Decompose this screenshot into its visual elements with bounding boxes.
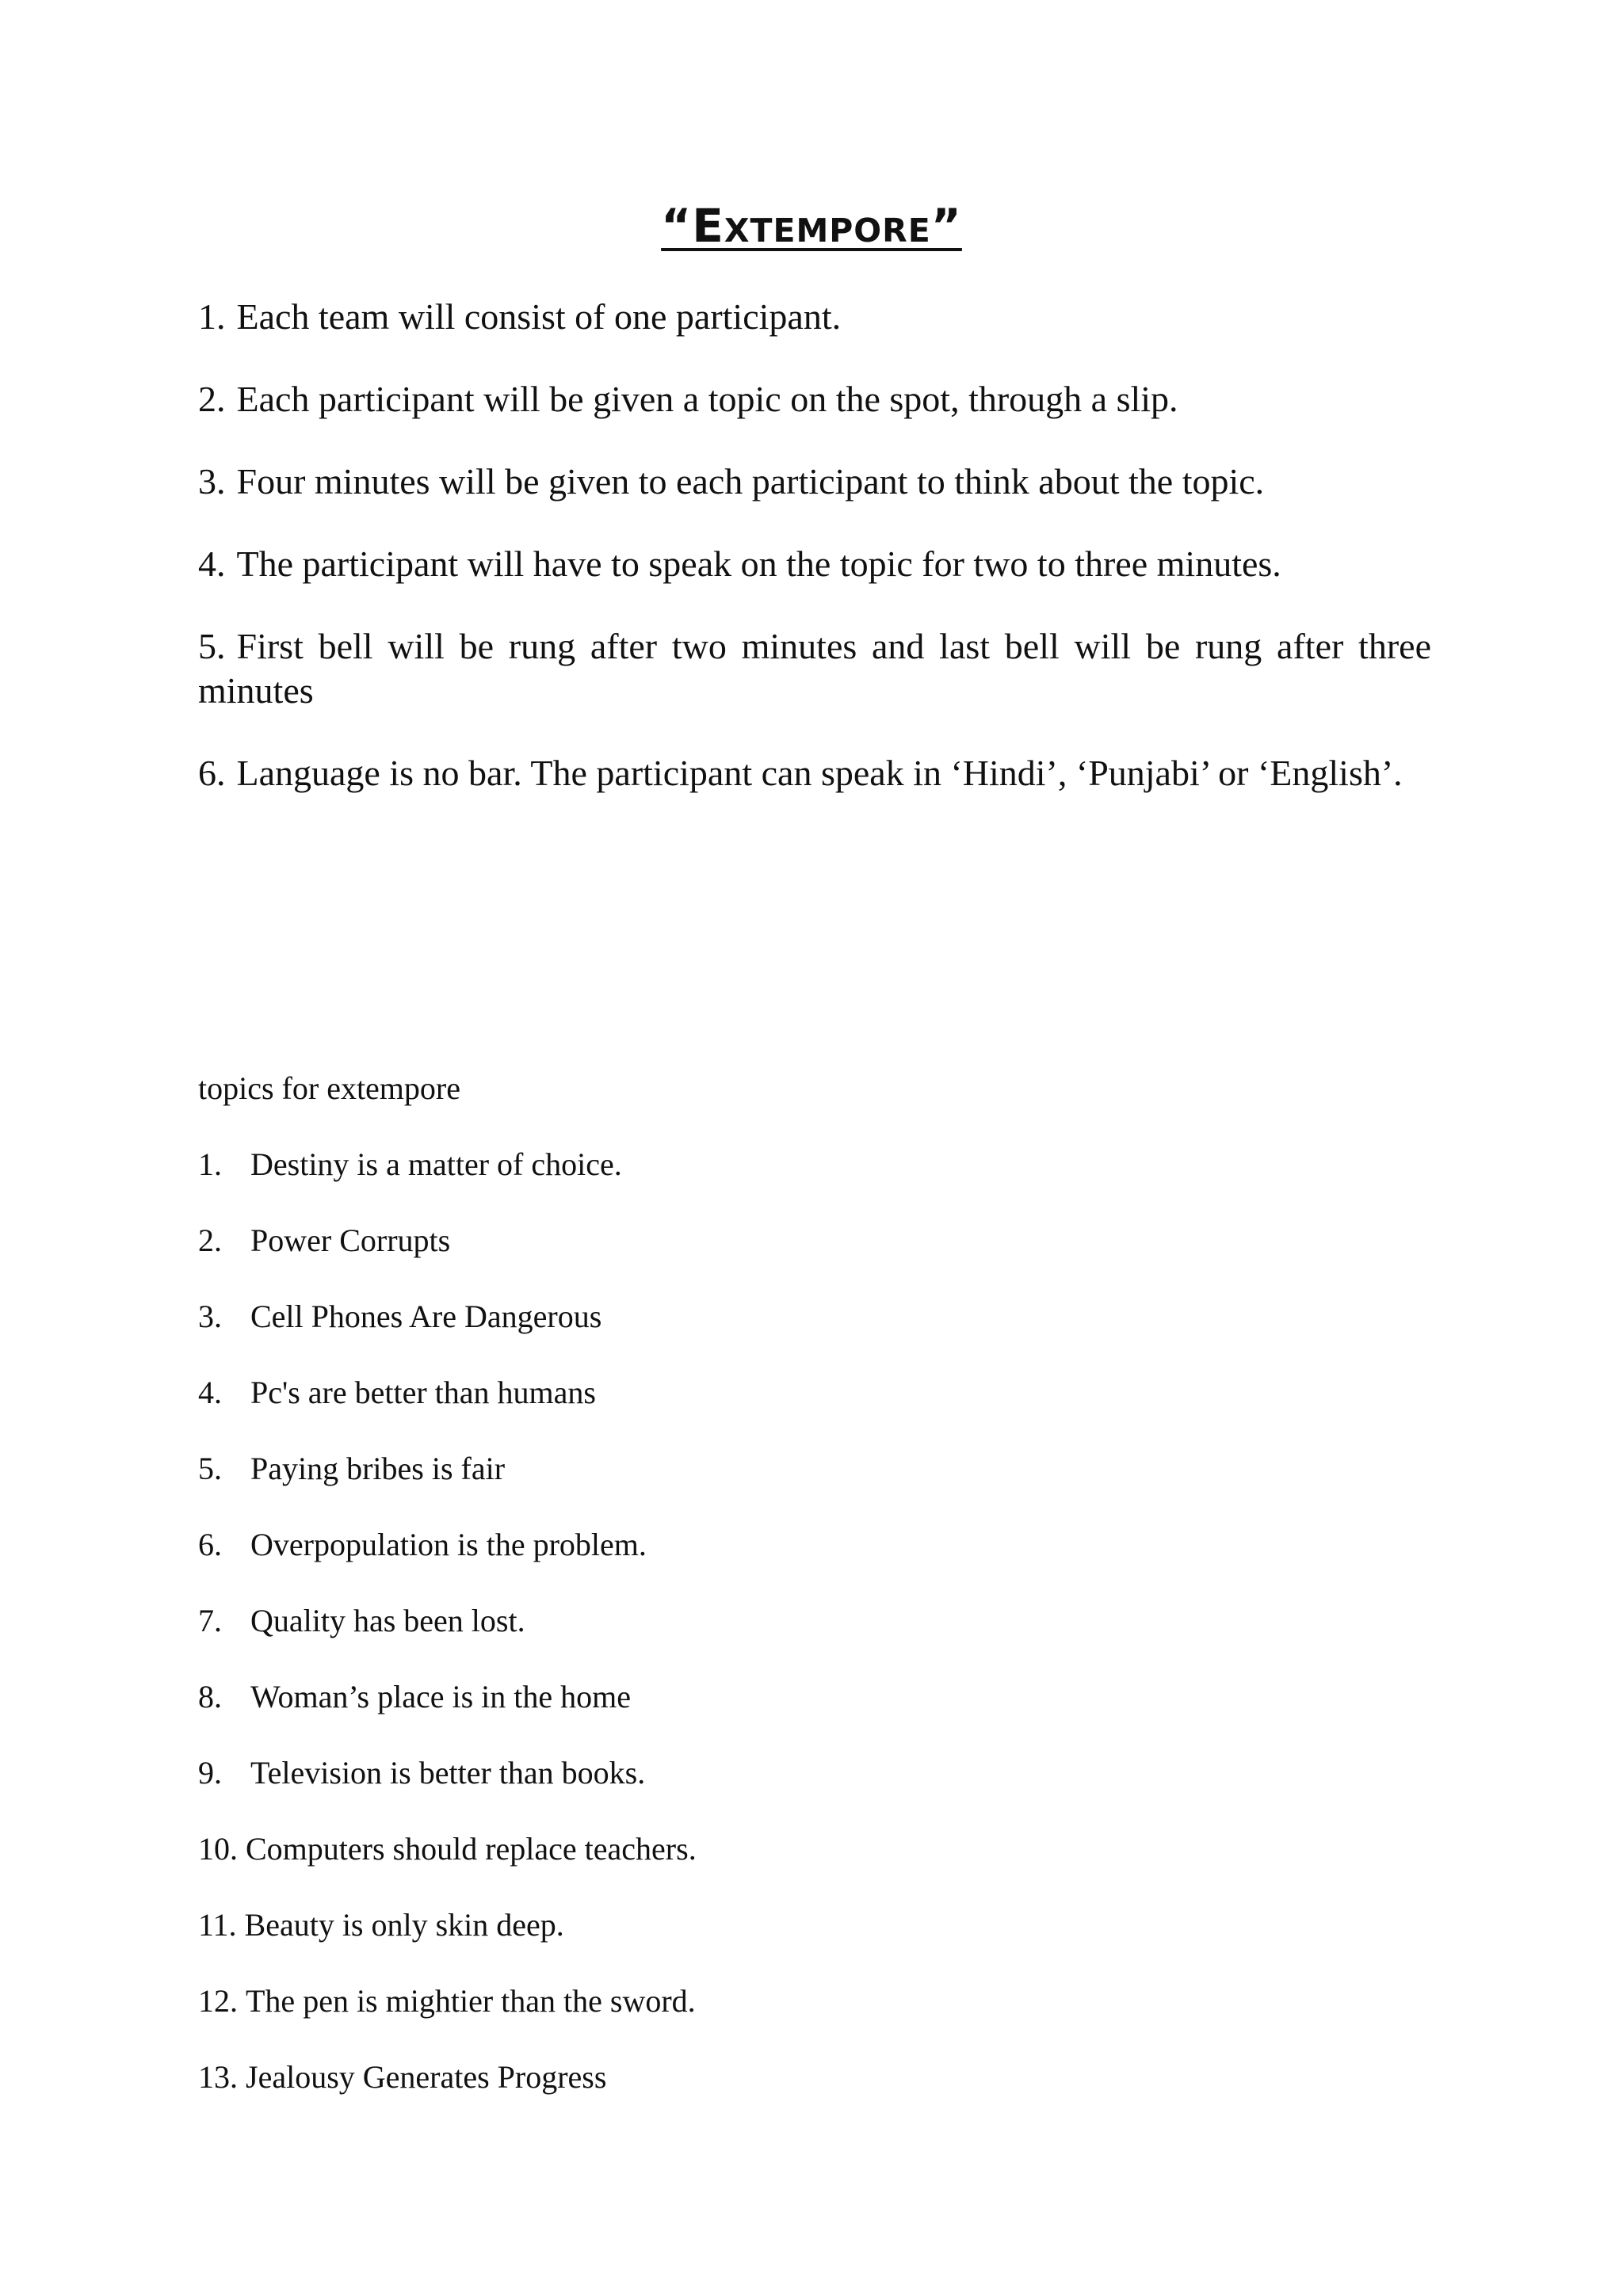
topic-item: [198, 1374, 697, 1412]
topic-item: [198, 1602, 697, 1640]
rule-number: 4.: [198, 543, 226, 584]
topic-number: 6.: [198, 1527, 222, 1562]
topic-item: [198, 1298, 697, 1336]
topics-heading: topics for extempore: [198, 1070, 460, 1106]
topic-number: 12.: [198, 1983, 238, 2019]
rule-item: [198, 377, 1431, 421]
topic-item: [198, 1222, 697, 1260]
rule-item: [198, 460, 1431, 504]
topic-text: Woman’s place is in the home: [250, 1679, 631, 1714]
topic-number: 3.: [198, 1299, 222, 1334]
topic-number: 7.: [198, 1603, 222, 1638]
topic-number: 10.: [198, 1831, 238, 1867]
rule-number: 2.: [198, 379, 226, 419]
topic-item: [198, 1982, 697, 2020]
rule-item: [198, 624, 1431, 713]
topic-item: [198, 1450, 697, 1488]
topic-text: Quality has been lost.: [250, 1603, 525, 1638]
topic-number: 4.: [198, 1375, 222, 1410]
topic-item: [198, 1526, 697, 1564]
topic-item: [198, 1830, 697, 1868]
rule-number: 6.: [198, 753, 226, 793]
topic-item: [198, 1146, 697, 1184]
rule-item: [198, 542, 1431, 586]
topic-item: [198, 2058, 697, 2096]
topic-text: Beauty is only skin deep.: [244, 1907, 564, 1943]
topic-text: The pen is mightier than the sword.: [246, 1983, 696, 2019]
topic-text: Power Corrupts: [250, 1222, 451, 1258]
topic-number: 8.: [198, 1679, 222, 1714]
topic-text: Computers should replace teachers.: [246, 1831, 697, 1867]
topic-text: Jealousy Generates Progress: [246, 2059, 607, 2095]
topic-item: [198, 1906, 697, 1944]
rule-item: [198, 751, 1431, 795]
topic-number: 9.: [198, 1755, 222, 1791]
rule-number: 1.: [198, 296, 226, 337]
topic-item: [198, 1678, 697, 1716]
rule-text: The participant will have to speak on the topic for two to three minutes.: [236, 543, 1281, 584]
topic-text: Cell Phones Are Dangerous: [250, 1299, 602, 1334]
rules-list: [198, 295, 1431, 833]
rule-number: 5.: [198, 626, 226, 666]
rule-text: Language is no bar. The participant can speak in ‘Hindi’, ‘Punjabi’ or ‘English’.: [236, 753, 1403, 793]
topic-text: Pc's are better than humans: [250, 1375, 596, 1410]
topic-number: 2.: [198, 1222, 222, 1258]
rule-number: 3.: [198, 461, 226, 502]
rule-text: First bell will be rung after two minutes and last bell will be rung after three minutes: [198, 626, 1431, 711]
topic-text: Overpopulation is the problem.: [250, 1527, 647, 1562]
topic-number: 11.: [198, 1907, 237, 1943]
rule-text: Each participant will be given a topic on the spot, through a slip.: [236, 379, 1178, 419]
rule-text: Each team will consist of one participant.: [236, 296, 842, 337]
topic-number: 13.: [198, 2059, 238, 2095]
rule-text: Four minutes will be given to each participant to think about the topic.: [236, 461, 1265, 502]
topic-number: 5.: [198, 1451, 222, 1486]
page-title: [0, 198, 1623, 254]
topic-item: [198, 1754, 697, 1792]
page-title-text: “Extempore”: [661, 199, 962, 253]
topic-number: 1.: [198, 1146, 222, 1182]
topic-text: Paying bribes is fair: [250, 1451, 506, 1486]
topic-text: Television is better than books.: [250, 1755, 646, 1791]
topic-text: Destiny is a matter of choice.: [250, 1146, 622, 1182]
topics-list: [198, 1146, 697, 2134]
rule-item: [198, 295, 1431, 339]
